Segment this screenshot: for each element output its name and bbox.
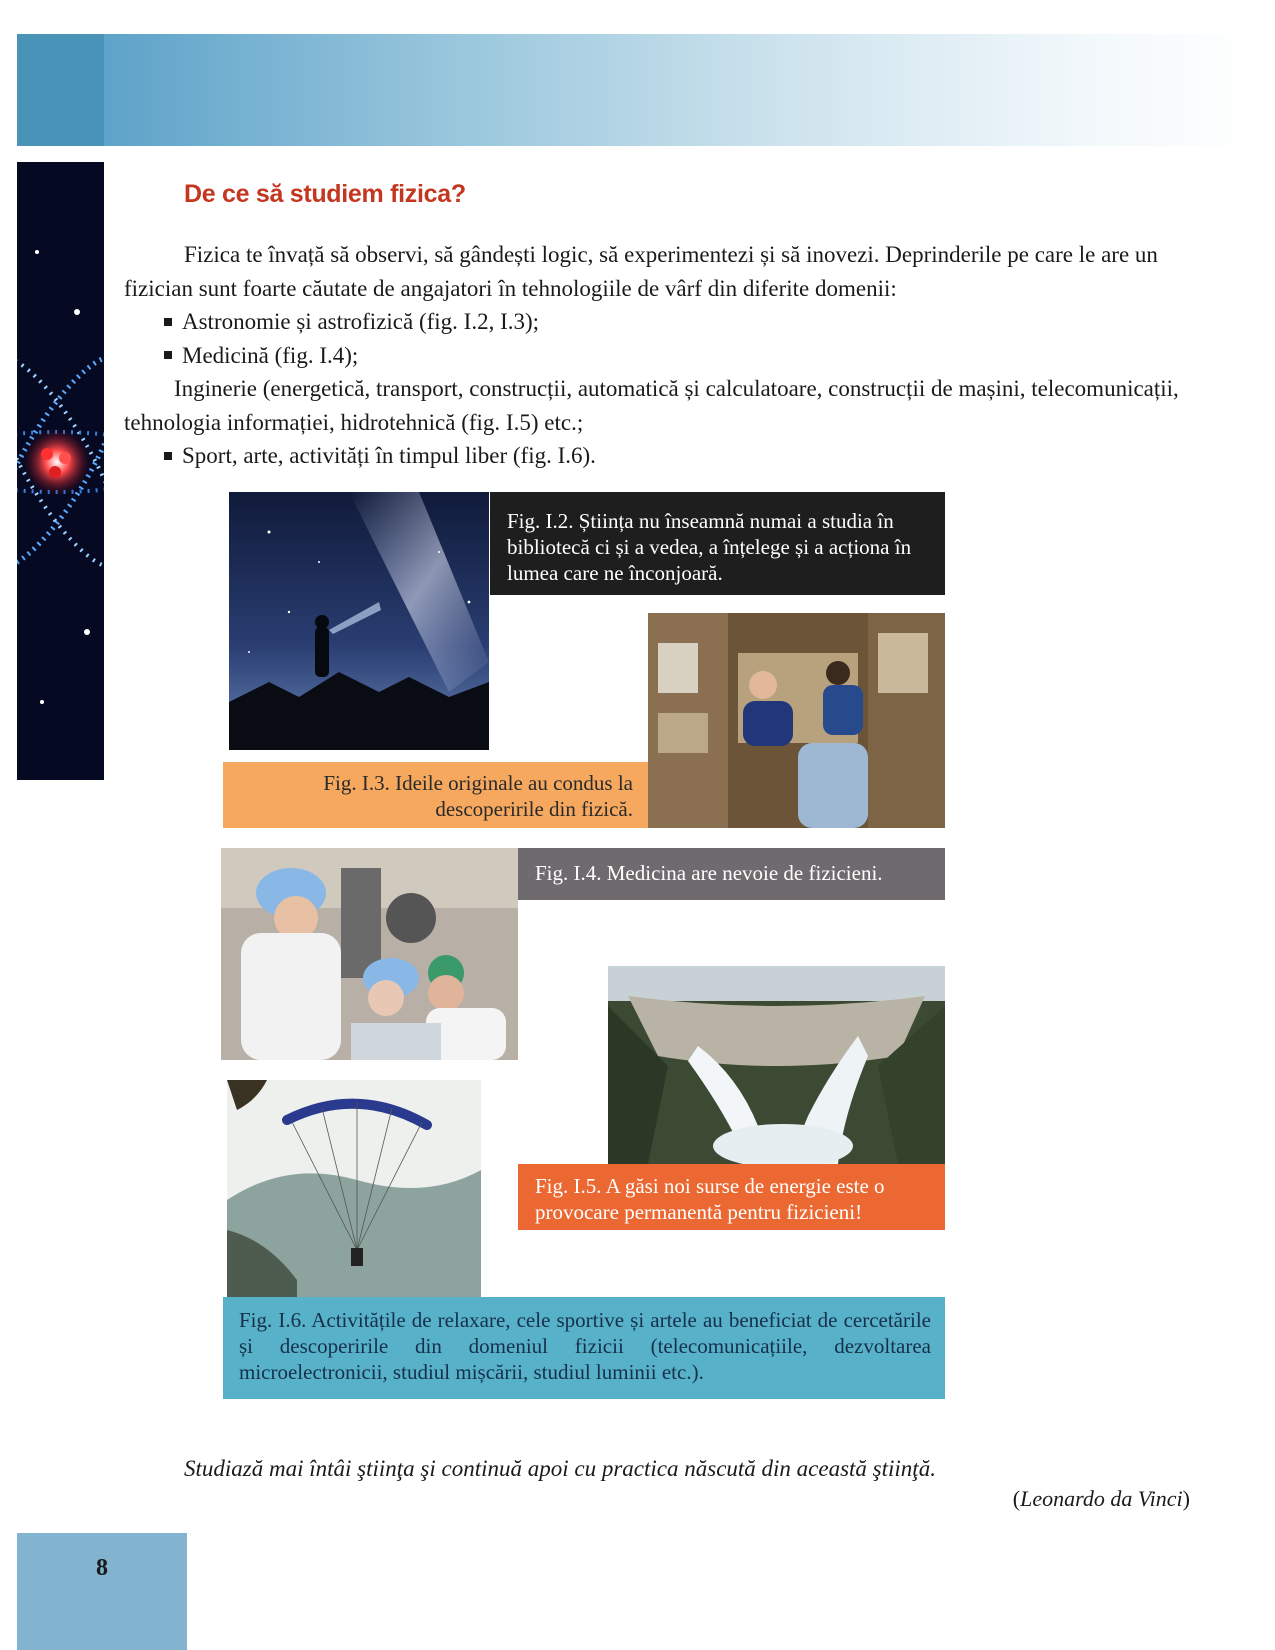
bullet-item [124, 339, 1192, 373]
bullet-text: Astronomie și astrofizică (fig. I.2, I.3); [182, 309, 540, 334]
bullet-text: Sport, arte, activități în timpul liber (fig. I.6). [182, 443, 596, 468]
figure-caption-fig2: Fig. I.2. Știința nu înseamnă numai a studia în bibliotecă ci și a vedea, a înțelege și a acționa în lumea care ne înconjoară. [490, 492, 945, 595]
header-band-gradient [104, 34, 1258, 146]
bullet-item [124, 305, 1192, 339]
bullet-item [124, 439, 1192, 473]
medical-surgery-photo [221, 848, 518, 1060]
section-title: De ce să studiem fizica? [184, 180, 466, 208]
atom-decoration-image [17, 162, 104, 780]
quote-author-name: Leonardo da Vinci [1020, 1486, 1183, 1511]
header-band-left [17, 34, 104, 146]
space-station-photo [648, 613, 945, 828]
page-number: 8 [96, 1555, 108, 1581]
body-text [124, 238, 1192, 473]
night-sky-photo [229, 492, 489, 750]
intro-paragraph: Fizica te învață să observi, să gândești logic, să experimentezi și să inovezi. Deprinderile pe care le are un fizician sunt foarte căutate de angajatori în tehnologiile de vârf din diferite domenii: [124, 242, 1158, 301]
quote-author: (Leonardo da Vinci) [1012, 1486, 1190, 1511]
bullet-square-icon [164, 318, 172, 326]
figure-caption-fig5: Fig. I.5. A găsi noi surse de energie este o provocare permanentă pentru fizicieni! [518, 1164, 945, 1230]
quote-text: Studiază mai întâi ştiinţa şi continuă apoi cu practica născută din această ştiinţă. [184, 1456, 936, 1481]
page-number-box [17, 1533, 187, 1650]
figure-caption-fig4: Fig. I.4. Medicina are nevoie de fizicieni. [518, 848, 945, 900]
hydro-dam-photo [608, 966, 945, 1164]
bullet-item [124, 372, 1192, 439]
bullet-text: Inginerie (energetică, transport, construcții, automatică și calculatoare, construcții de mașini, telecomunicații, tehnologia informației, hidrotehnică (fig. I.5) etc.; [124, 376, 1179, 435]
bullet-square-icon [164, 351, 172, 359]
paraglider-photo [227, 1080, 481, 1297]
bullet-text: Medicină (fig. I.4); [182, 342, 359, 368]
figure-caption-fig3: Fig. I.3. Ideile originale au condus la descoperirile din fizică. [223, 762, 648, 828]
figure-caption-fig6: Fig. I.6. Activitățile de relaxare, cele sportive și artele au beneficiat de cercetările și descoperirile din domeniul fizicii (telecomunicațiile, dezvoltarea microelectronicii, studiul mișcării, studiul luminii etc.). [223, 1297, 945, 1399]
bullet-square-icon [164, 452, 172, 460]
